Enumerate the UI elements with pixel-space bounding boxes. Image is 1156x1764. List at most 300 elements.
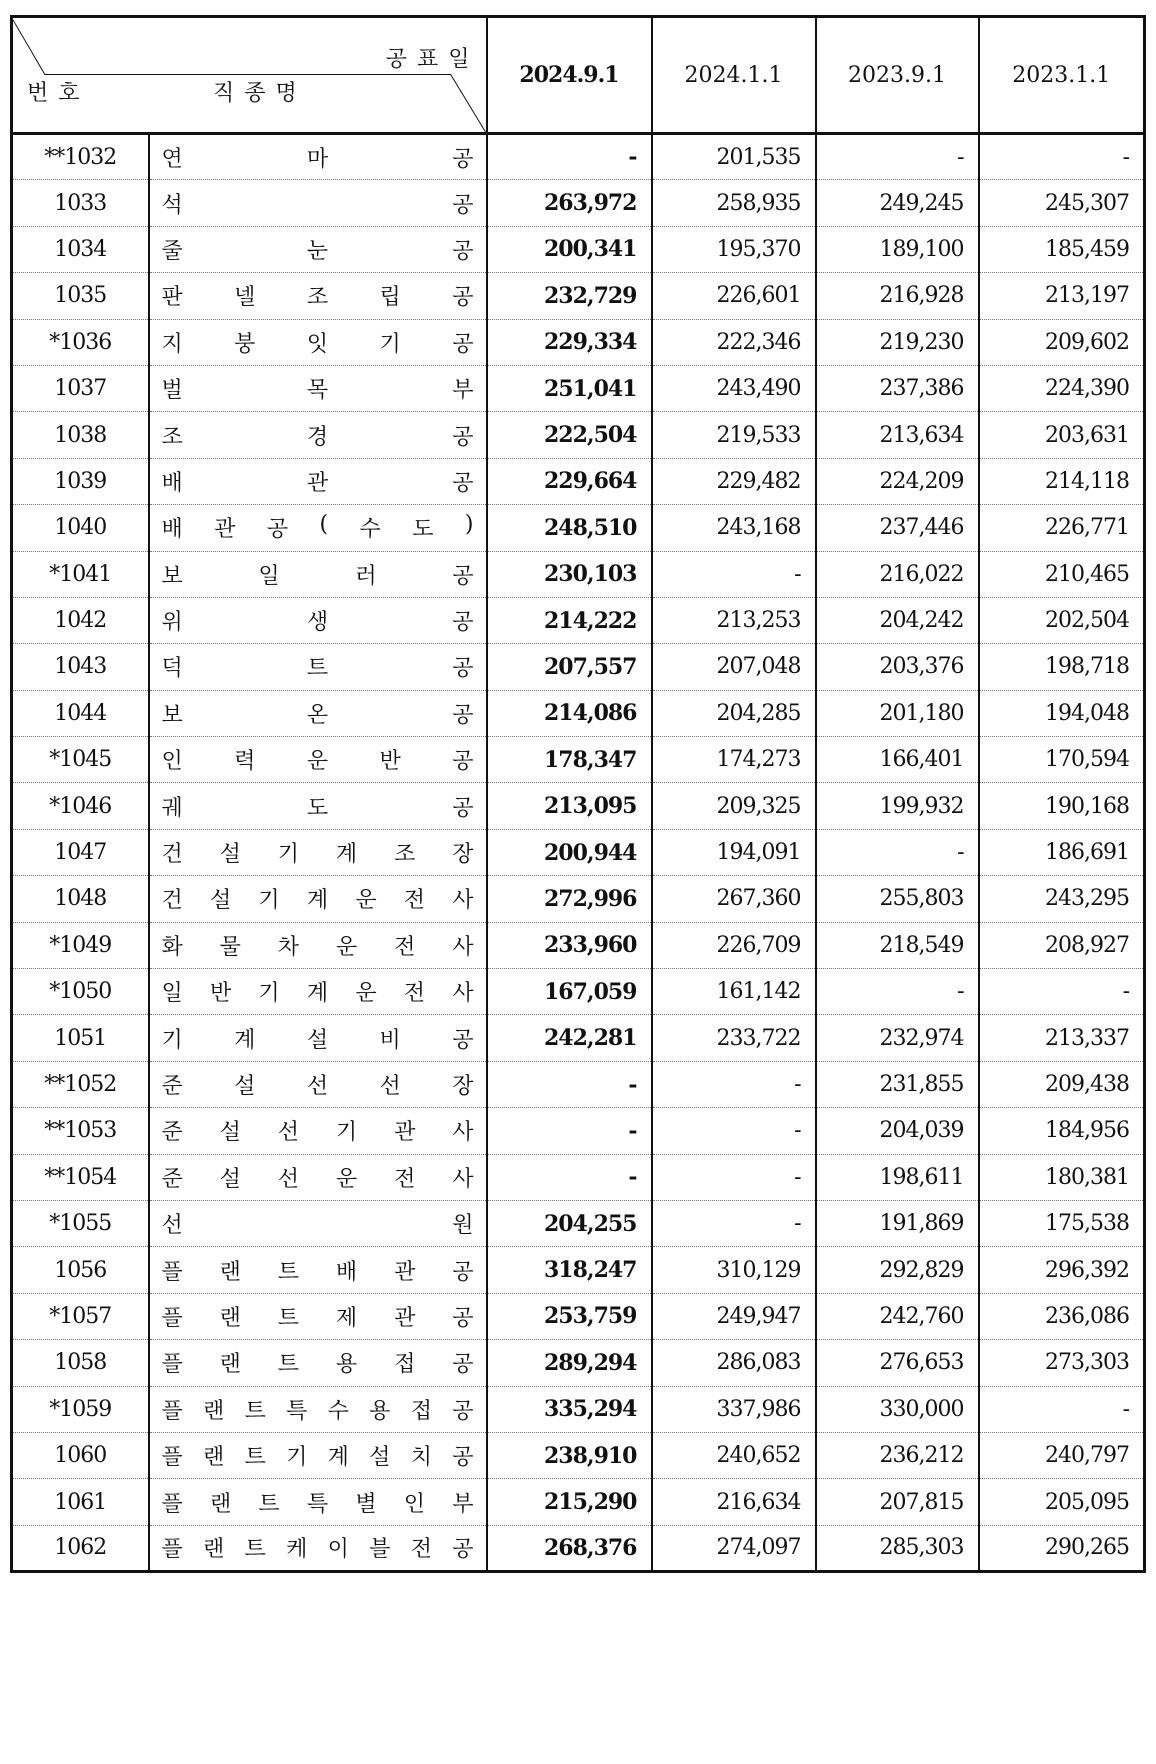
job-name [162,883,474,914]
job-number: 1034 [12,226,149,272]
wage-value-2: 201,535 [652,134,816,180]
job-name [162,559,474,590]
job-name [162,837,474,868]
job-name-char: 조 [161,424,183,450]
job-number: *1036 [12,319,149,365]
job-name-char: 생 [306,610,329,636]
wage-value-4: 202,504 [979,597,1145,643]
job-name-char: 반 [209,981,232,1007]
wage-value-4: 296,392 [979,1247,1145,1293]
wage-value-3: 204,242 [816,597,979,643]
job-name-char: 트 [306,656,329,682]
job-name [162,1208,474,1239]
job-number: 1039 [12,458,149,504]
wage-value-2: 286,083 [652,1340,816,1386]
job-name-cell [149,690,487,736]
job-name-cell [149,458,487,504]
wage-value-2: - [652,1108,816,1154]
wage-value-3: 204,039 [816,1108,979,1154]
job-name-char: 공 [452,563,474,589]
job-name-cell [149,783,487,829]
job-name-cell [149,1293,487,1339]
table-row [12,783,1145,829]
job-name-char: 계 [327,1445,349,1471]
job-name-char: 선 [161,1213,183,1239]
wage-value-4: 175,538 [979,1200,1145,1246]
wage-value-2: - [652,551,816,597]
wage-value-1: 248,510 [487,505,652,551]
wage-value-2: 310,129 [652,1247,816,1293]
wage-value-4: 186,691 [979,829,1145,875]
job-name-char: 랜 [203,1537,225,1563]
wage-value-3: 232,974 [816,1015,979,1061]
job-name-char: 공 [452,1259,474,1285]
table-row [12,273,1145,319]
table-row [12,1108,1145,1154]
job-name-char: 붕 [234,331,256,357]
wage-value-4: 226,771 [979,505,1145,551]
wage-value-1: 214,086 [487,690,652,736]
job-name-char: 벌 [161,378,183,404]
job-name-cell [149,1479,487,1525]
table-row [12,969,1145,1015]
job-name [162,1487,474,1518]
wage-value-2: 219,533 [652,412,816,458]
job-name-char: 공 [452,656,474,682]
job-name-char: 기 [161,1027,183,1053]
job-name-char: 치 [410,1445,432,1471]
wage-value-1: - [487,134,652,180]
wage-value-1: 200,341 [487,226,652,272]
table-row [12,1479,1145,1525]
job-name-char: 배 [161,470,183,496]
job-number: *1057 [12,1293,149,1339]
job-name-char: ( [319,512,329,538]
wage-value-2: 204,285 [652,690,816,736]
job-name [162,512,474,543]
wage-value-4: 273,303 [979,1340,1145,1386]
wage-value-2: 216,634 [652,1479,816,1525]
wage-value-3: 219,230 [816,319,979,365]
wage-value-4: 210,465 [979,551,1145,597]
table-row [12,1247,1145,1293]
job-name-char: 인 [403,1491,426,1517]
job-name-char: 립 [379,285,401,311]
wage-value-3: 255,803 [816,876,979,922]
job-name-char: 잇 [306,331,329,357]
wage-value-1: 215,290 [487,1479,652,1525]
wage-value-2: 209,325 [652,783,816,829]
job-name [162,1023,474,1054]
wage-value-2: 226,601 [652,273,816,319]
job-name [162,1440,474,1471]
job-number: 1038 [12,412,149,458]
job-name-char: 전 [410,1537,432,1563]
table-row [12,134,1145,180]
table-row [12,365,1145,411]
job-name-char: 랜 [203,1398,225,1424]
job-name-char: 화 [161,934,183,960]
job-name-char: 용 [369,1398,391,1424]
job-name-char: 위 [161,610,183,636]
job-name [162,1394,474,1425]
job-name [162,466,474,497]
job-name-char: 수 [359,517,381,543]
header-date-label: 공표일 [385,47,480,72]
job-name [162,698,474,729]
job-name-char: 공 [452,1352,474,1378]
table-row [12,690,1145,736]
wage-value-4: 185,459 [979,226,1145,272]
job-name-char: 마 [306,146,329,172]
job-number: *1055 [12,1200,149,1246]
job-number: 1058 [12,1340,149,1386]
wage-value-3: 231,855 [816,1061,979,1107]
job-name-char: 랜 [203,1445,225,1471]
wage-value-4: - [979,969,1145,1015]
header-name-label: 직종명 [213,81,307,106]
job-name [162,234,474,265]
table-row [12,412,1145,458]
table-body [12,134,1145,1572]
job-name [162,791,474,822]
wage-value-4: 170,594 [979,737,1145,783]
job-name-cell [149,1200,487,1246]
job-name-char: 운 [355,888,377,914]
wage-value-3: 203,376 [816,644,979,690]
job-name-char: 공 [452,238,474,264]
job-name [162,188,474,219]
job-name-char: 비 [379,1027,401,1053]
job-name-char: 공 [266,517,289,543]
job-name-char: 부 [452,378,474,404]
job-name-char: 궤 [161,795,183,821]
table-row [12,1015,1145,1061]
wage-value-1: 213,095 [487,783,652,829]
wage-value-3: - [816,969,979,1015]
header-number-label: 번호 [27,81,90,106]
wage-value-3: 216,022 [816,551,979,597]
job-name-char: 일 [161,981,183,1007]
wage-value-3: 191,869 [816,1200,979,1246]
wage-value-1: 289,294 [487,1340,652,1386]
job-name-cell [149,876,487,922]
job-number: 1043 [12,644,149,690]
wage-value-4: - [979,1386,1145,1432]
wage-value-1: 229,334 [487,319,652,365]
wage-value-4: - [979,134,1145,180]
wage-value-3: 207,815 [816,1479,979,1525]
job-name-cell [149,365,487,411]
job-name-char: 공 [452,1445,474,1471]
wage-value-2: 174,273 [652,737,816,783]
wage-value-3: 199,932 [816,783,979,829]
job-name-char: 계 [306,981,329,1007]
wage-value-1: 167,059 [487,969,652,1015]
job-name-char: 공 [452,1398,474,1424]
job-name [162,1162,474,1193]
job-name [162,1115,474,1146]
job-name [162,327,474,358]
table-row [12,1340,1145,1386]
job-name-char: 공 [452,795,474,821]
header-date-1: 2024.9.1 [487,17,652,134]
wage-value-2: 195,370 [652,226,816,272]
wage-value-1: 253,759 [487,1293,652,1339]
job-number: 1037 [12,365,149,411]
header-date-2: 2024.1.1 [652,17,816,134]
wage-value-2: 258,935 [652,180,816,226]
job-name-char: 공 [452,702,474,728]
wage-value-2: 243,490 [652,365,816,411]
job-name-char: 특 [286,1398,308,1424]
table-row [12,551,1145,597]
wage-value-3: 330,000 [816,1386,979,1432]
job-name-cell [149,1247,487,1293]
job-name-cell [149,829,487,875]
job-name-char: 공 [452,1537,474,1563]
table-row [12,737,1145,783]
job-name-char: 선 [277,1120,300,1146]
table-row [12,644,1145,690]
wage-value-4: 224,390 [979,365,1145,411]
wage-value-2: - [652,1200,816,1246]
wage-value-1: 242,281 [487,1015,652,1061]
job-name-char: 제 [335,1305,358,1331]
job-name-char: 배 [161,517,183,543]
job-name-char: 력 [234,749,256,775]
job-name-char: 관 [394,1120,416,1146]
job-name-char: 별 [355,1491,377,1517]
job-name-char: 선 [306,1074,329,1099]
wage-value-1: 263,972 [487,180,652,226]
wage-value-2: - [652,1154,816,1200]
table-row [12,1386,1145,1432]
job-name-char: 트 [258,1491,280,1517]
job-name-char: 원 [452,1213,474,1239]
wage-value-3: 237,446 [816,505,979,551]
wage-value-2: 274,097 [652,1525,816,1571]
job-name-char: 계 [234,1027,256,1053]
job-name-char: 랜 [209,1491,232,1517]
job-name-char: 트 [244,1398,266,1424]
job-name-cell [149,1340,487,1386]
job-name-cell [149,1432,487,1478]
job-name-char: 공 [452,1305,474,1331]
header-date-4: 2023.1.1 [979,17,1145,134]
wage-value-1: 214,222 [487,597,652,643]
job-name-char: 특 [306,1491,329,1517]
job-number: *1049 [12,922,149,968]
wage-value-2: 267,360 [652,876,816,922]
job-name-char: 도 [412,517,434,543]
table-row [12,876,1145,922]
wage-value-1: - [487,1061,652,1107]
table-row [12,597,1145,643]
job-name-char: 설 [306,1027,329,1053]
job-name-char: 석 [161,192,183,218]
wage-value-1: 229,664 [487,458,652,504]
wage-value-1: 318,247 [487,1247,652,1293]
job-name-char: 관 [214,517,236,543]
job-name-char: 공 [452,749,474,775]
table-row [12,1200,1145,1246]
wage-value-4: 290,265 [1045,1535,1129,1561]
wage-value-1: 233,960 [487,922,652,968]
job-name-char: 조 [306,285,329,311]
job-name-char: 보 [161,702,183,728]
table-row [12,458,1145,504]
job-name-char: 경 [306,424,329,450]
job-name-char: 연 [161,146,183,172]
job-name-cell [149,1525,487,1571]
job-number: *1059 [12,1386,149,1432]
job-name [162,651,474,682]
wage-value-1: 207,557 [487,644,652,690]
job-name-char: 건 [161,888,183,914]
job-name-char: 기 [379,331,401,357]
wage-value-1: 251,041 [487,365,652,411]
job-name-cell [149,273,487,319]
job-name-char: 플 [161,1537,183,1563]
wage-value-3: 201,180 [816,690,979,736]
job-name [162,605,474,636]
job-name-cell [149,505,487,551]
wage-value-2: 240,652 [652,1432,816,1478]
job-name-char: 수 [327,1398,349,1424]
job-number: **1052 [12,1061,149,1107]
job-name-cell [149,1108,487,1154]
job-name-char: 블 [369,1537,391,1563]
job-name-char: 접 [410,1398,432,1424]
job-name-char: 설 [209,888,232,914]
job-name-cell [149,644,487,690]
job-name-cell [149,597,487,643]
job-name-char: 전 [403,981,426,1007]
table-row [12,505,1145,551]
wage-value-1: - [487,1154,652,1200]
wage-value-4: 209,602 [979,319,1145,365]
job-name-char: 플 [161,1352,183,1378]
job-name [162,1255,474,1286]
wage-value-2: 213,253 [652,597,816,643]
wage-value-4: 203,631 [979,412,1145,458]
job-number: 1061 [12,1479,149,1525]
job-name-char: 건 [161,842,183,868]
job-name-char: 기 [258,981,280,1007]
job-name-char: 계 [306,888,329,914]
job-name-cell [149,412,487,458]
job-name-char: 지 [161,331,183,357]
job-number: 1056 [12,1247,149,1293]
wage-value-3: 237,386 [816,365,979,411]
job-name-char: 기 [258,888,280,914]
job-name-char: 공 [452,470,474,496]
wage-value-3: 166,401 [816,737,979,783]
job-name-char: 랜 [219,1259,241,1285]
job-name-char: 관 [394,1305,416,1331]
header-date-3: 2023.9.1 [816,17,979,134]
wage-value-2: 229,482 [652,458,816,504]
job-name-char: 사 [452,1120,474,1146]
job-name [162,280,474,311]
job-name-cell [149,737,487,783]
wage-value-4: 190,168 [979,783,1145,829]
job-name-char: 운 [335,1166,358,1192]
job-number: *1045 [12,737,149,783]
job-name-char: 운 [306,749,329,775]
job-name-char: 보 [161,563,183,589]
job-number: *1041 [12,551,149,597]
job-name-char: 공 [452,192,474,218]
wage-value-4: 209,438 [979,1061,1145,1107]
wage-value-1: - [487,1108,652,1154]
job-name-char: 준 [161,1120,183,1146]
job-name-char: 사 [452,888,474,914]
job-name-char: 사 [452,1166,474,1192]
job-name-cell [149,1154,487,1200]
wage-value-3: 236,212 [816,1432,979,1478]
wage-value-4: 184,956 [979,1108,1145,1154]
job-name [162,976,474,1007]
job-name-char: 설 [234,1074,256,1099]
job-name-char: 운 [335,934,358,960]
wage-value-1: 232,729 [487,273,652,319]
table-row [12,829,1145,875]
wage-value-3: 198,611 [816,1154,979,1200]
job-name-cell [149,134,487,180]
wage-value-3: 216,928 [816,273,979,319]
wage-table [10,15,1146,1573]
wage-value-4: 180,381 [979,1154,1145,1200]
job-name [162,930,474,961]
wage-value-2: 249,947 [652,1293,816,1339]
job-name-cell [149,226,487,272]
job-number: 1044 [12,690,149,736]
wage-value-1: 335,294 [487,1386,652,1432]
job-name-char: 트 [277,1352,300,1378]
job-name-char: 선 [379,1074,401,1099]
job-name-char: 인 [161,749,183,775]
job-name-char: 반 [379,749,401,775]
job-name [162,420,474,451]
job-name [162,744,474,775]
job-name-char: 공 [452,285,474,311]
job-name-char: 부 [452,1491,474,1517]
table-row [12,319,1145,365]
job-name-char: 준 [161,1074,183,1099]
job-name-cell [149,180,487,226]
wage-value-3: 224,209 [816,458,979,504]
job-name [162,142,474,173]
job-name-char: 공 [452,146,474,172]
job-name-char: 접 [394,1352,416,1378]
wage-value-3: 292,829 [816,1247,979,1293]
job-number: 1048 [12,876,149,922]
job-name-char: 기 [286,1445,308,1471]
job-name-char: 이 [327,1537,349,1563]
wage-value-2: 161,142 [652,969,816,1015]
wage-value-1: 272,996 [487,876,652,922]
job-name-char: 전 [403,888,426,914]
job-name-cell [149,319,487,365]
job-number: 1062 [12,1525,149,1571]
job-number: 1040 [12,505,149,551]
job-name-char: 관 [306,470,329,496]
job-name-char: 사 [452,981,474,1007]
job-number: **1053 [12,1108,149,1154]
job-name-char: 계 [335,842,358,868]
